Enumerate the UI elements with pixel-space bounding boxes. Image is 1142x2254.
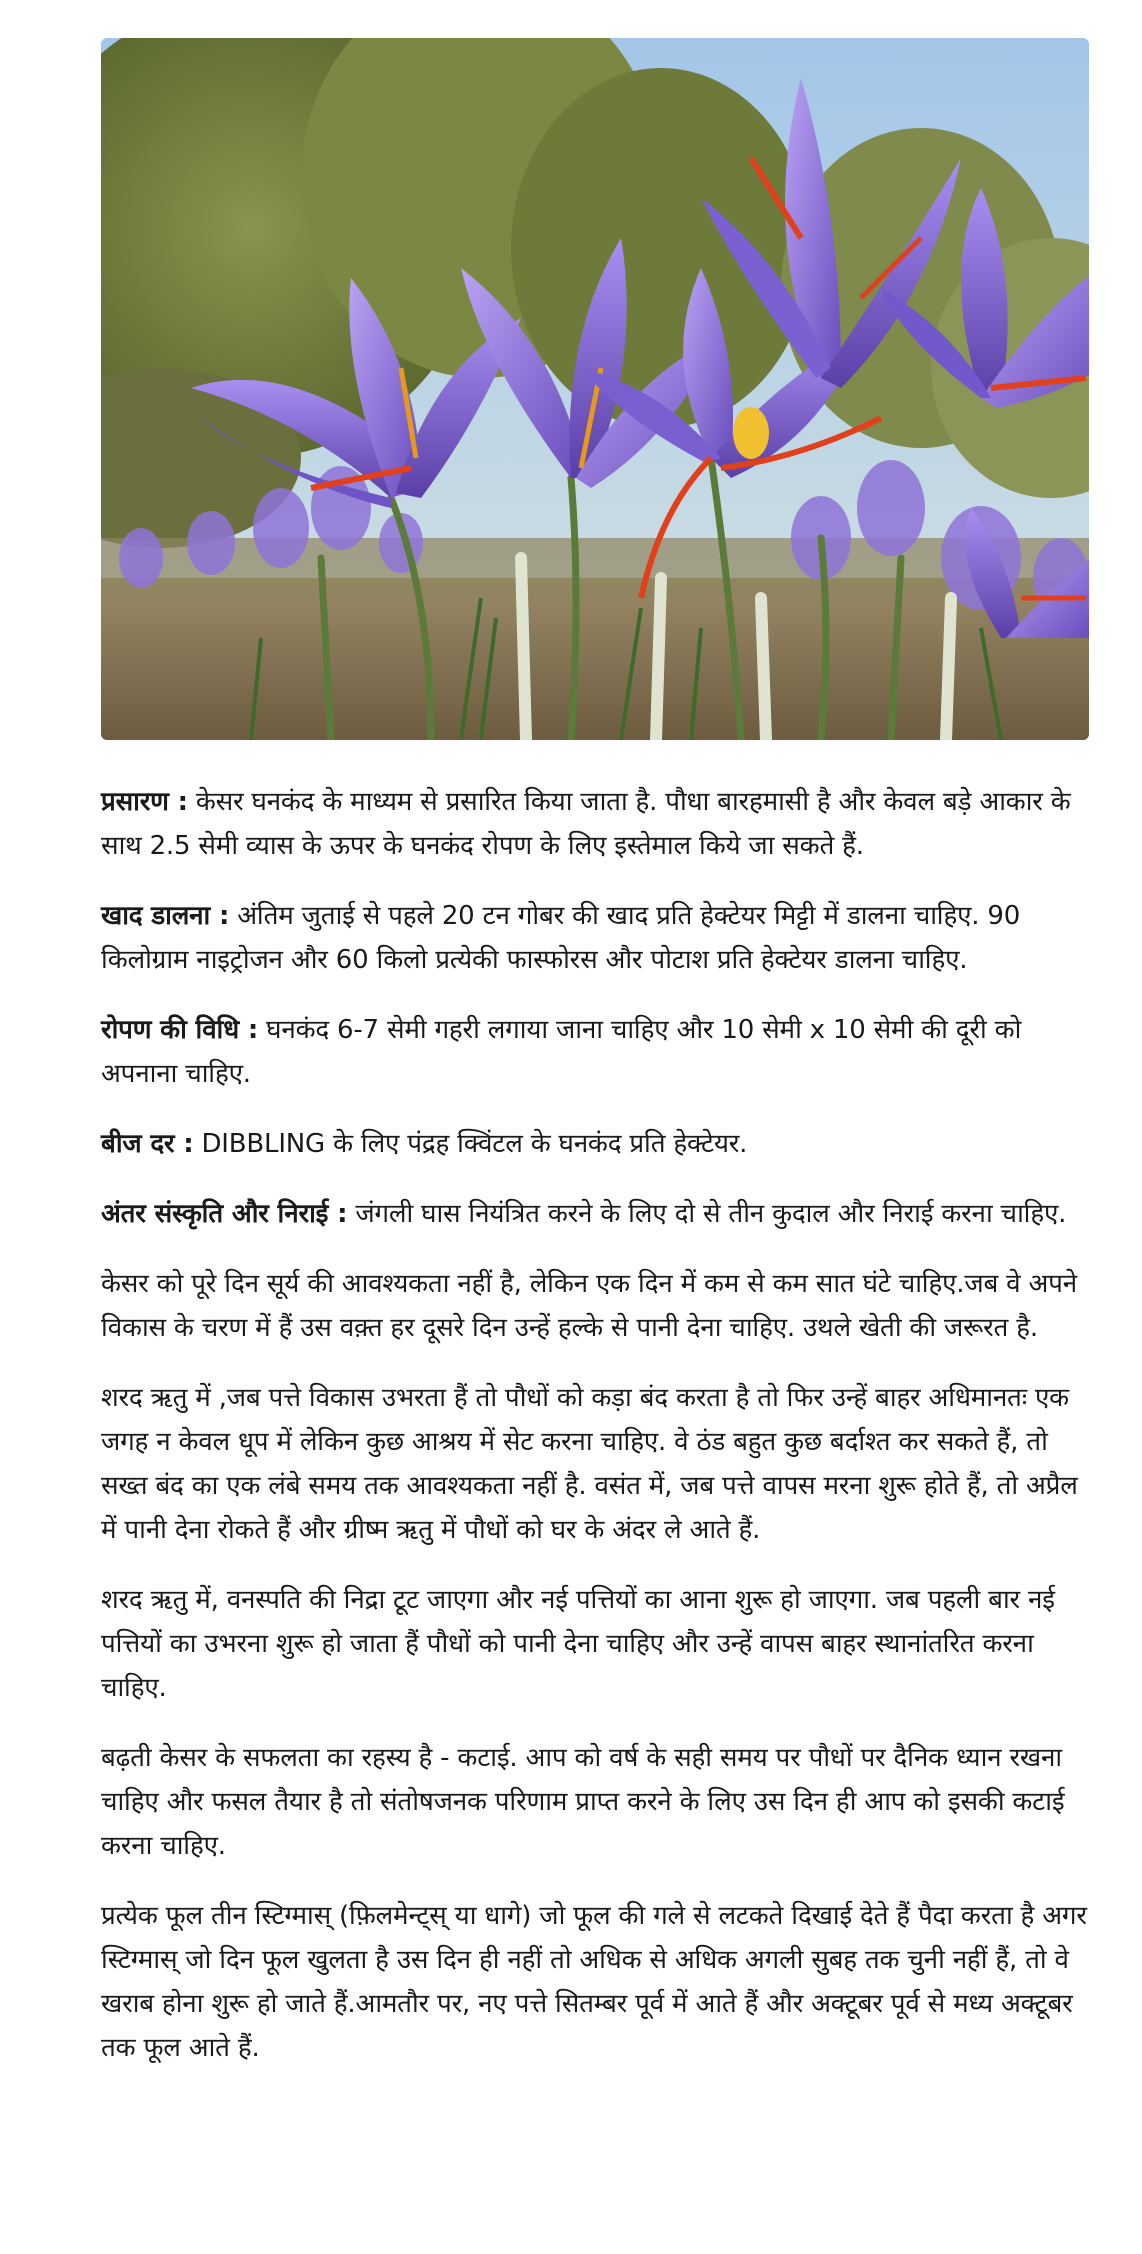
autumn-care-paragraph: शरद ऋतु में ,जब पत्ते विकास उभरता हैं तो पौधों को कड़ा बंद करता है तो फिर उन्हें बाहर अधिमानतः एक जगह न केवल धूप में लेकिन कुछ आश्रय में सेट करना चाहिए. वे ठंड बहुत कुछ बर्दाश्त कर सकते हैं, तो सख्त बंद का एक लंबे समय तक आवश्यकता नहीं है. वसंत में, जब पत्ते वापस मरना शुरू होते हैं, तो अप्रैल में पानी देना रोकते हैं और ग्रीष्म ऋतु में पौधों को घर के अंदर ले आते हैं.	[101, 1383, 1078, 1545]
article	[101, 38, 1089, 2096]
paragraph-label: खाद डालना :	[101, 901, 230, 931]
propagation-paragraph	[101, 780, 1089, 868]
paragraph-label: प्रसारण :	[101, 787, 188, 817]
dormancy-paragraph: शरद ऋतु में, वनस्पति की निद्रा टूट जाएगा और नई पत्तियों का आना शुरू हो जाएगा. जब पहली बार नई पत्तियों का उभरना शुरू हो जाता हैं पौधों को पानी देना चाहिए और उन्हें वापस बाहर स्थानांतरित करना चाहिए.	[101, 1585, 1055, 1703]
intercultivation-weeding-paragraph	[101, 1192, 1089, 1236]
seed-rate-paragraph	[101, 1122, 1089, 1166]
paragraph-label: बीज दर :	[101, 1129, 194, 1159]
paragraph-text: केसर घनकंद के माध्यम से प्रसारित किया जाता है. पौधा बारहमासी है और केवल बड़े आकार के साथ 2.5 सेमी व्यास के ऊपर के घनकंद रोपण के लिए इस्तेमाल किये जा सकते हैं.	[101, 787, 1071, 861]
saffron-flowers-photo	[101, 38, 1089, 740]
paragraph-text: अंतिम जुताई से पहले 20 टन गोबर की खाद प्रति हेक्टेयर मिट्टी में डालना चाहिए. 90 किलोग्राम नाइट्रोजन और 60 किलो प्रत्येकी फास्फोरस और पोटाश प्रति हेक्टेयर डालना चाहिए.	[101, 901, 1021, 975]
planting-method-paragraph	[101, 1008, 1089, 1096]
paragraph-text: जंगली घास नियंत्रित करने के लिए दो से तीन कुदाल और निराई करना चाहिए.	[347, 1199, 1067, 1229]
sunlight-paragraph: केसर को पूरे दिन सूर्य की आवश्यकता नहीं है, लेकिन एक दिन में कम से कम सात घंटे चाहिए.जब वे अपने विकास के चरण में हैं उस वक़्त हर दूसरे दिन उन्हें हल्के से पानी देना चाहिए. उथले खेती की जरूरत है.	[101, 1269, 1077, 1343]
paragraph-label: अंतर संस्कृति और निराई :	[101, 1199, 348, 1229]
paragraph-text: घनकंद 6-7 सेमी गहरी लगाया जाना चाहिए और 10 सेमी x 10 सेमी की दूरी को अपनाना चाहिए.	[101, 1015, 1022, 1089]
harvest-paragraph: बढ़ती केसर के सफलता का रहस्य है - कटाई. आप को वर्ष के सही समय पर पौधों पर दैनिक ध्यान रखना चाहिए और फसल तैयार है तो संतोषजनक परिणाम प्राप्त करने के लिए उस दिन ही आप को इसकी कटाई करना चाहिए.	[101, 1743, 1065, 1861]
manuring-paragraph	[101, 894, 1089, 982]
paragraph-text: DIBBLING के लिए पंद्रह क्विंटल के घनकंद प्रति हेक्टेयर.	[193, 1129, 748, 1159]
stigma-paragraph: प्रत्येक फूल तीन स्टिग्मास् (फ़िलमेन्ट्स् या धागे) जो फूल की गले से लटकते दिखाई देते हैं पैदा करता है अगर स्टिग्मास् जो दिन फूल खुलता है उस दिन ही नहीं तो अधिक से अधिक अगली सुबह तक चुनी नहीं हैं, तो वे खराब होना शुरू हो जाते हैं.आमतौर पर, नए पत्ते सितम्बर पूर्व में आते हैं और अक्टूबर पूर्व से मध्य अक्टूबर तक फूल आते हैं.	[101, 1901, 1087, 2063]
paragraph-label: रोपण की विधि :	[101, 1015, 259, 1045]
